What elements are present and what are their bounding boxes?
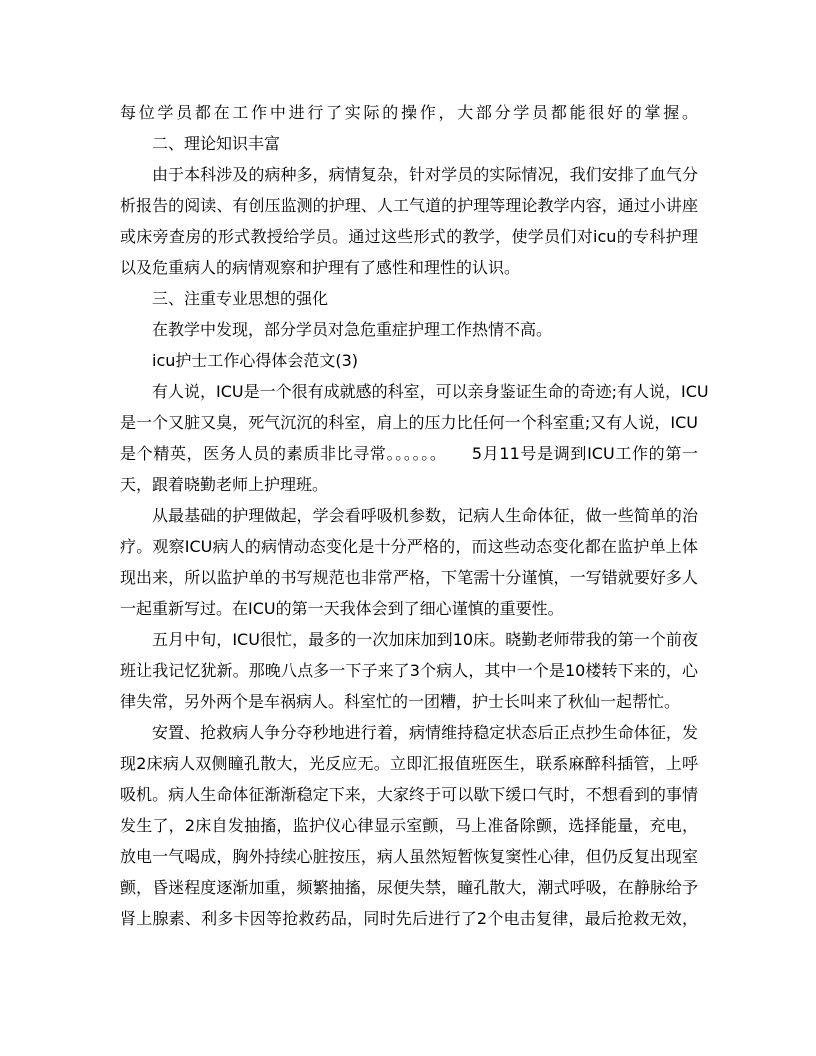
paragraph-line: 以及危重病人的病情观察和护理有了感性和理性的认识。 — [120, 258, 521, 277]
paragraph-line: 析报告的阅读、有创压监测的护理、人工气道的护理等理论教学内容，通过小讲座 — [120, 196, 698, 215]
paragraph-line: 肾上腺素、利多卡因等抢救药品，同时先后进行了2个电击复律，最后抢救无效， — [120, 909, 698, 928]
paragraph-line: 颤，昏迷程度逐渐加重，频繁抽搐，尿便失禁，瞳孔散大，潮式呼吸，在静脉给予 — [120, 878, 698, 897]
paragraph-line: 安置、抢救病人争分夺秒地进行着，病情维持稳定状态后正点抄生命体征，发 — [152, 723, 698, 742]
document-body — [120, 97, 709, 934]
paragraph-line: 或床旁查房的形式教授给学员。通过这些形式的教学，使学员们对icu的专科护理 — [120, 227, 698, 246]
paragraph-line: 在教学中发现，部分学员对急危重症护理工作热情不高。 — [152, 320, 553, 339]
section-heading: 三、注重专业思想的强化 — [152, 289, 329, 308]
paragraph-line: 疗。观察ICU病人的病情动态变化是十分严格的，而这些动态变化都在监护单上体 — [120, 537, 698, 556]
paragraph-line: 班让我记忆犹新。那晚八点多一下子来了3个病人，其中一个是10楼转下来的，心 — [120, 661, 698, 680]
paragraph-line: 由于本科涉及的病种多，病情复杂，针对学员的实际情况，我们安排了血气分 — [152, 165, 698, 184]
paragraph-line: 律失常，另外两个是车祸病人。科室忙的一团糟，护士长叫来了秋仙一起帮忙。 — [120, 692, 681, 711]
paragraph-line: 是一个又脏又臭，死气沉沉的科室，肩上的压力比任何一个科室重;又有人说，ICU — [120, 413, 698, 432]
paragraph-line: 放电一气喝成，胸外持续心脏按压，病人虽然短暂恢复窦性心律，但仍反复出现室 — [120, 847, 698, 866]
section-heading: 二、理论知识丰富 — [152, 134, 281, 153]
paragraph-line: 是个精英，医务人员的素质非比寻常。。。。。。 5月11号是调到ICU工作的第一 — [120, 444, 698, 463]
paragraph-line: 一起重新写过。在ICU的第一天我体会到了细心谨慎的重要性。 — [120, 599, 564, 618]
paragraph-line: 天，跟着晓勤老师上护理班。 — [120, 475, 329, 494]
article-title: icu护士工作心得体会范文(3) — [152, 351, 359, 370]
paragraph-line: 现出来，所以监护单的书写规范也非常严格，下笔需十分谨慎，一写错就要好多人 — [120, 568, 698, 587]
paragraph-line: 有人说，ICU是一个很有成就感的科室，可以亲身鉴证生命的奇迹;有人说，ICU — [152, 382, 709, 401]
paragraph-line: 五月中旬，ICU很忙，最多的一次加床加到10床。晓勤老师带我的第一个前夜 — [152, 630, 698, 649]
paragraph-line: 现2床病人双侧瞳孔散大，光反应无。立即汇报值班医生，联系麻醉科插管，上呼 — [120, 754, 698, 773]
paragraph-line: 吸机。病人生命体征渐渐稳定下来，大家终于可以歇下缓口气时，不想看到的事情 — [120, 785, 698, 804]
paragraph-line: 发生了，2床自发抽搐，监护仪心律显示室颤，马上准备除颤，选择能量，充电， — [120, 816, 698, 835]
paragraph-line: 每位学员都在工作中进行了实际的操作，大部分学员都能很好的掌握。 — [120, 103, 698, 122]
paragraph-line: 从最基础的护理做起，学会看呼吸机参数，记病人生命体征，做一些简单的治 — [152, 506, 698, 525]
